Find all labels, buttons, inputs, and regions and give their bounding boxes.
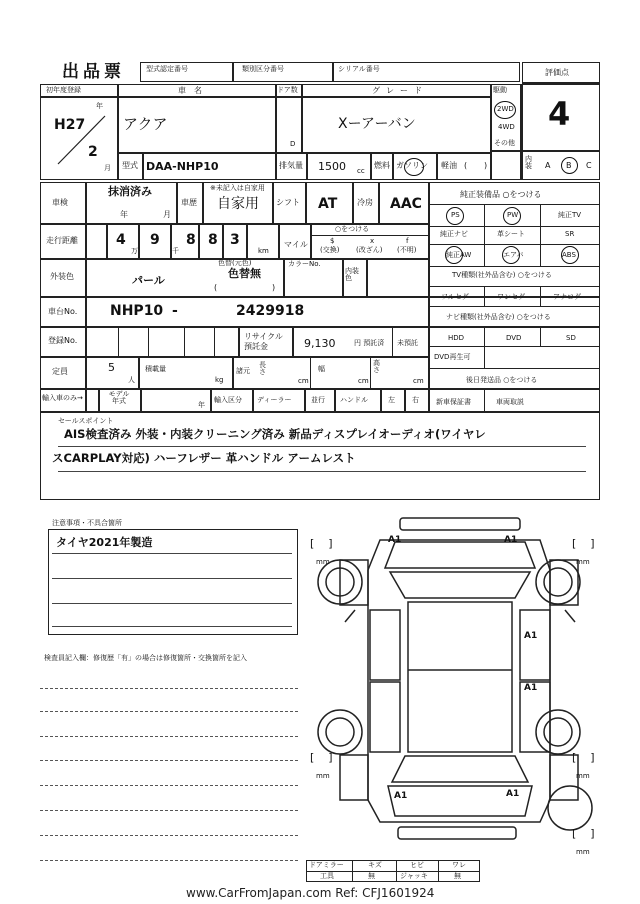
damage-mark-right-front-door: A1 — [524, 631, 538, 641]
capacity-label: 定員 — [52, 367, 68, 376]
mileage-digit-1: 4 — [116, 232, 126, 248]
color-value: パール — [132, 274, 165, 287]
history-label: 車歴 — [181, 198, 197, 207]
notes-label: 注意事項・不具合箇所 — [52, 519, 122, 527]
interior-c: C — [586, 161, 592, 170]
ruibetsu-label: 類別区分番号 — [242, 65, 284, 73]
tread-spare-unit: mm — [576, 848, 590, 856]
registration-month: 2 — [88, 144, 98, 160]
tread-rl-unit: mm — [316, 772, 330, 780]
interior-a: A — [545, 161, 551, 170]
tv-title: TV種類(社外品含む) ○をつける — [452, 271, 552, 279]
mileage-label: 走行距離 — [46, 236, 78, 245]
drive-other: その他 — [494, 139, 515, 147]
model-label: 型式 — [122, 161, 138, 170]
fuel-diesel: 軽油 — [441, 161, 457, 170]
displacement-value: 1500 — [318, 160, 346, 173]
damage-mark-rear-right: A1 — [506, 789, 520, 799]
aircon-label: 冷房 — [357, 198, 373, 207]
tread-fr-unit: mm — [576, 558, 590, 566]
import-label: 輸入車のみ→ — [42, 394, 83, 402]
recycle-value: 9,130 — [304, 337, 336, 350]
inspection-label: 車検 — [52, 198, 68, 207]
fuel-label: 燃料 — [374, 161, 390, 170]
mile-label: マイル — [284, 240, 308, 249]
displacement-label: 排気量 — [279, 161, 303, 170]
interior-color-label: 内装色 — [345, 267, 359, 282]
color-change-value: 色替無 — [228, 267, 261, 280]
aircon-value: AAC — [390, 196, 422, 212]
recycle-label: リサイクル預託金 — [244, 332, 283, 351]
inspector-label: 検査員記入欄：修復歴「有」の場合は修復箇所・交換箇所を記入 — [44, 654, 247, 662]
sales-point-line1: AIS検査済み 外装・内装クリーニング済み 新品ディスプレイオーディオ(ワイヤレ — [64, 427, 486, 441]
damage-mark-rear-left: A1 — [394, 791, 408, 801]
sheet-title: 出品票 — [62, 62, 125, 82]
chassis-prefix: NHP10 — [110, 303, 164, 319]
mileage-digit-5: 3 — [230, 232, 240, 248]
interior-b: B — [566, 161, 572, 170]
drive-label: 駆動 — [493, 86, 507, 94]
shift-value: AT — [318, 196, 338, 212]
fuel-gasoline: ガソリン — [396, 161, 428, 170]
katashiki-label: 型式認定番号 — [146, 65, 188, 73]
inspection-value: 抹消済み — [108, 185, 152, 198]
sales-point-line2: スCARPLAY対応) ハーフレザー 革ハンドル アームレスト — [52, 451, 356, 465]
sales-point-label: セールスポイント — [58, 417, 114, 425]
equipment-title: 純正装備品 ○をつける — [460, 190, 542, 199]
registration-year: H27 — [54, 117, 86, 133]
interior-label: 内装 — [525, 155, 532, 170]
recycle-status: 未預託 — [397, 339, 418, 347]
damage-mark-right-rear-door: A1 — [524, 683, 538, 693]
score-value: 4 — [548, 95, 571, 133]
mileage-digit-2: 9 — [150, 232, 160, 248]
colorno-label: カラーNo. — [288, 260, 321, 268]
car-name-label: 車名 — [178, 86, 210, 95]
later-title: 後日発送品 ○をつける — [466, 376, 538, 384]
color-label: 外装色 — [50, 272, 74, 281]
registration-label: 初年度登録 — [46, 86, 81, 94]
shift-label: シフト — [276, 198, 300, 207]
chassis-number: 2429918 — [236, 303, 305, 319]
drive-4wd: 4WD — [498, 123, 515, 131]
regno-label: 登録No. — [48, 336, 78, 345]
history-value: 自家用 — [217, 196, 259, 212]
score-label: 評価点 — [545, 68, 569, 77]
grade-label: グレード — [372, 86, 428, 95]
dims-label: 諸元 — [236, 367, 250, 375]
notes-line1: タイヤ2021年製造 — [56, 536, 153, 549]
doors-value: D — [290, 140, 296, 148]
grade-value: Xーアーバン — [338, 116, 416, 132]
mileage-digit-3: 8 — [186, 232, 196, 248]
drive-2wd: 2WD — [497, 105, 514, 113]
navi-title: ナビ種類(社外品含む) ○をつける — [446, 313, 551, 321]
chassis-label: 車台No. — [48, 307, 78, 316]
load-label: 積載量 — [145, 365, 166, 373]
mileage-digit-4: 8 — [208, 232, 218, 248]
damage-mark-front-left: A1 — [388, 535, 402, 545]
tread-rr-unit: mm — [576, 772, 590, 780]
model-value: DAA-NHP10 — [146, 160, 219, 173]
damage-mark-front-right: A1 — [504, 535, 518, 545]
tread-fl-unit: mm — [316, 558, 330, 566]
serial-label: シリアル番号 — [338, 65, 380, 73]
header-id-row — [140, 62, 520, 82]
capacity-value: 5 — [108, 361, 115, 374]
car-name: アクア — [123, 115, 168, 133]
watermark-text: www.CarFromJapan.com Ref: CFJ1601924 — [186, 886, 435, 900]
car-damage-diagram — [300, 510, 610, 860]
doors-label: ドア数 — [277, 86, 298, 94]
